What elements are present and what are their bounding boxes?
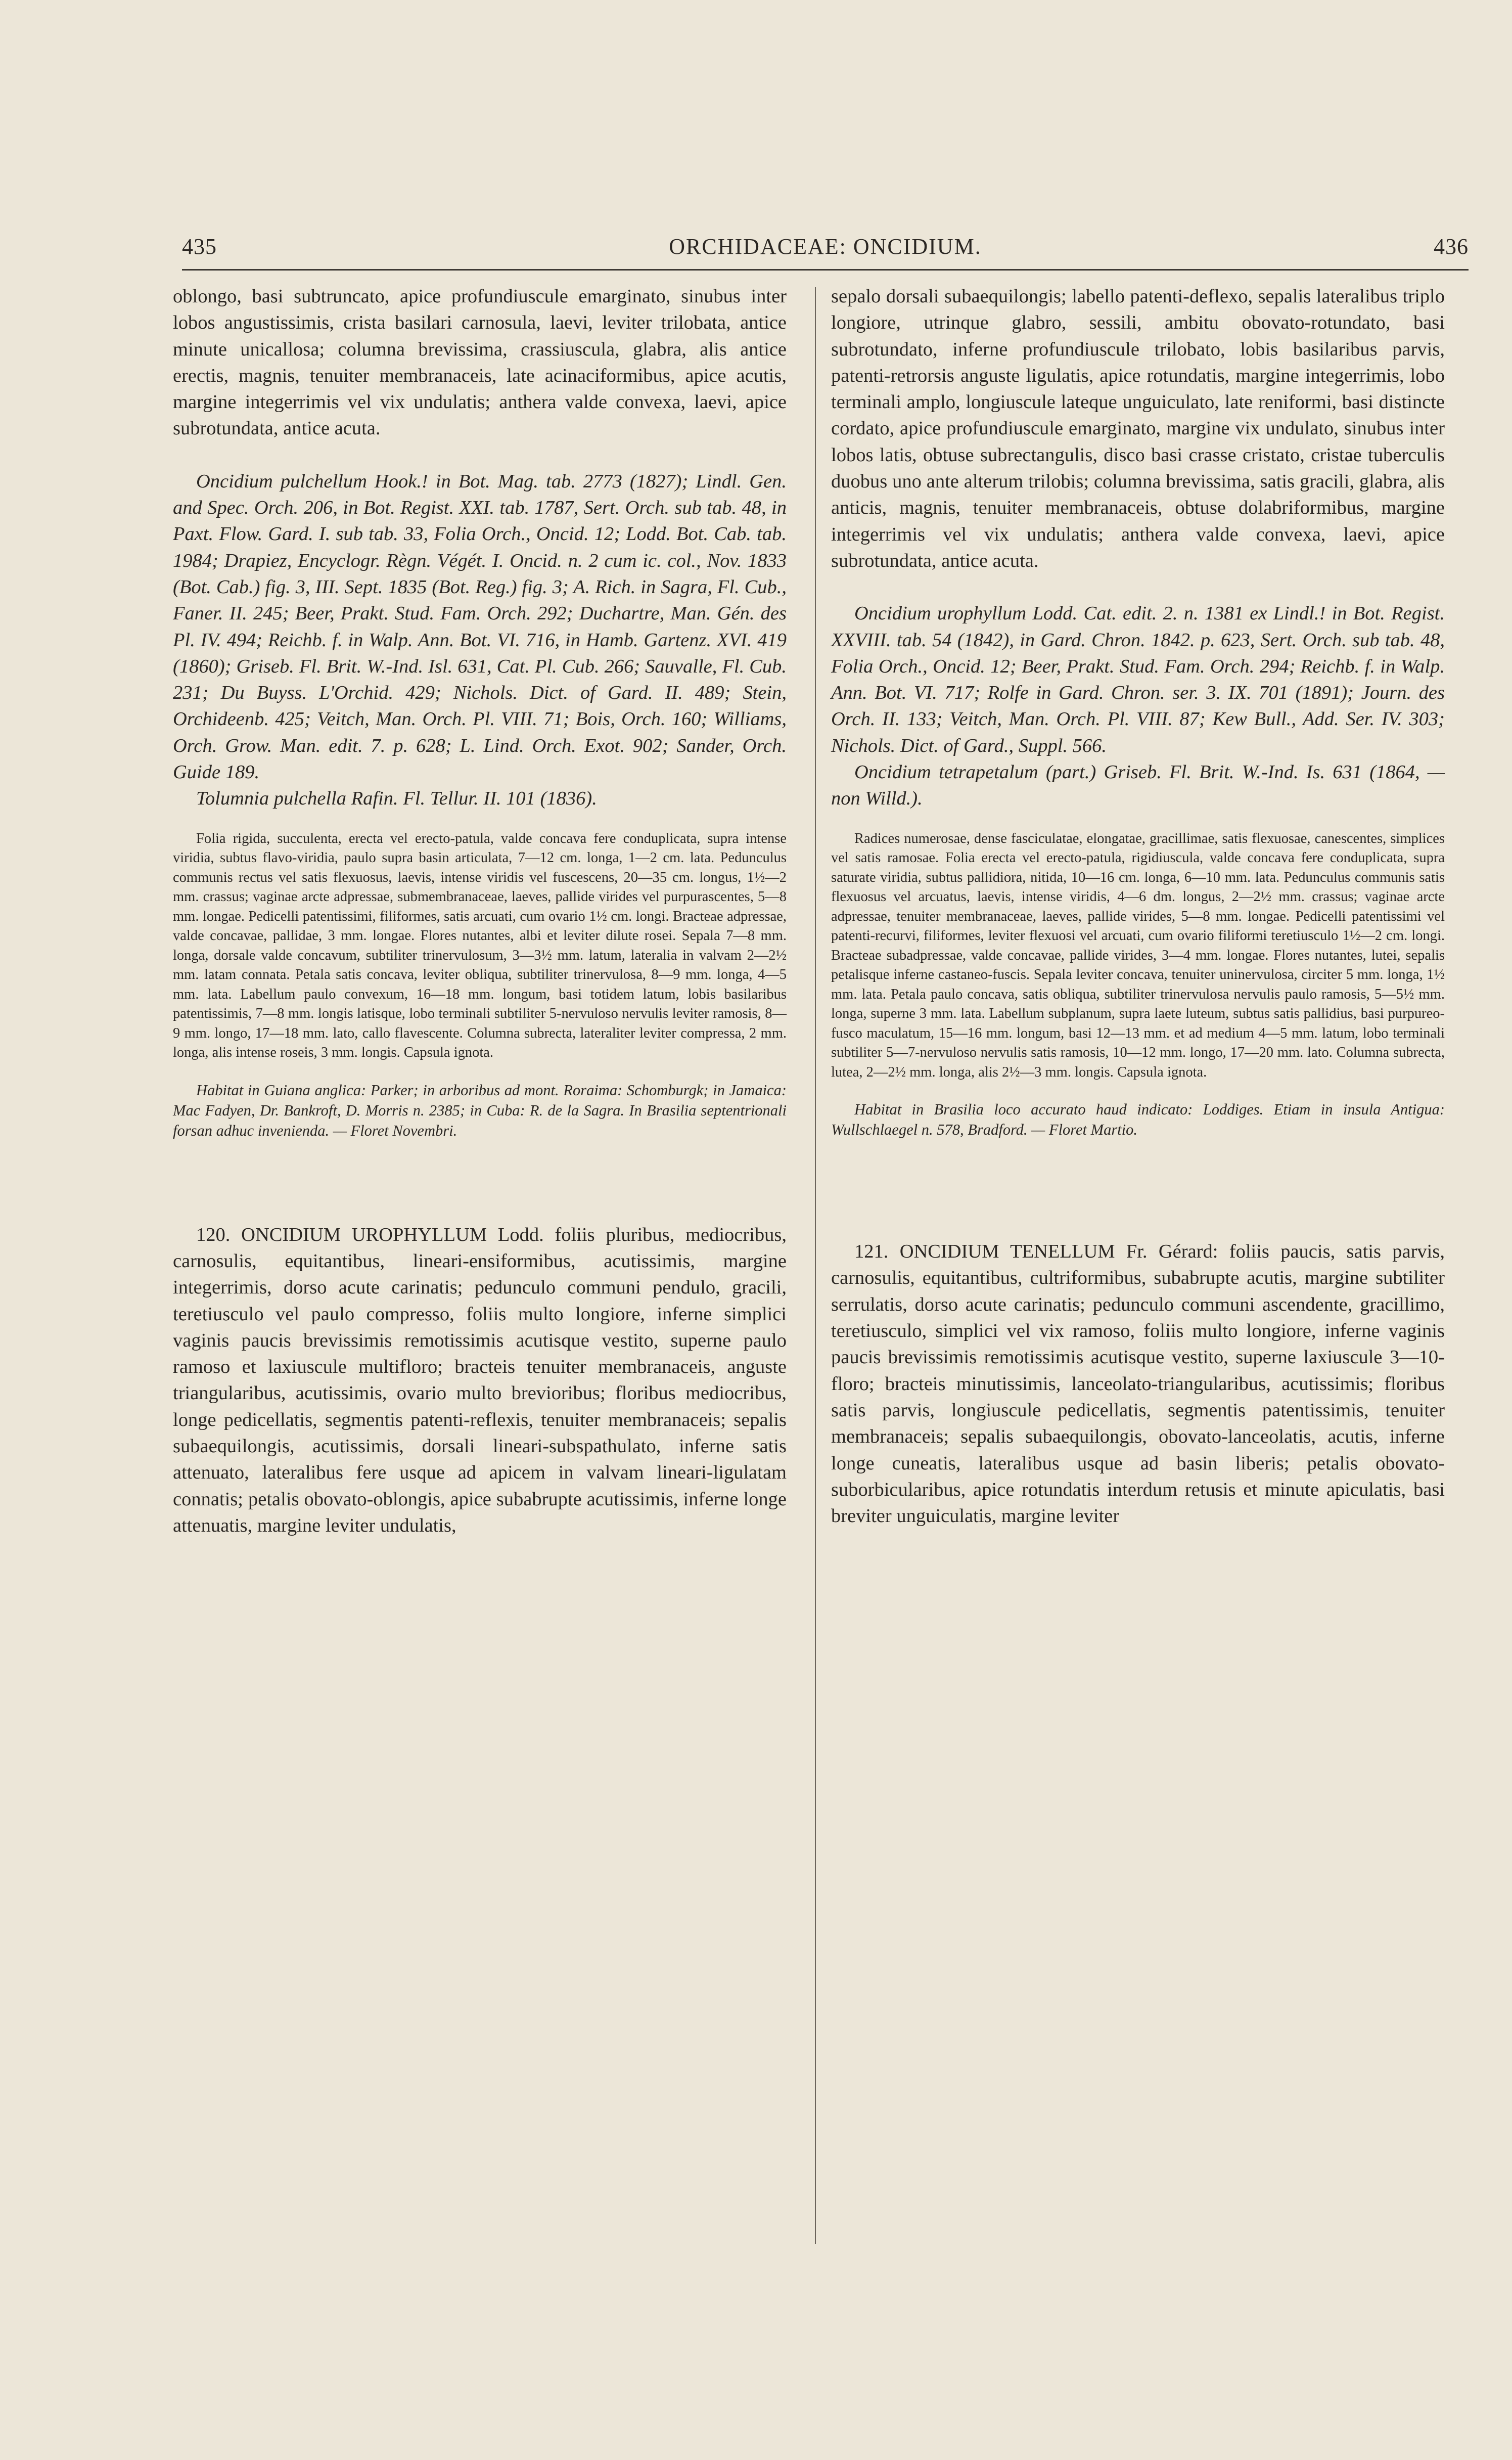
synonym: Tolumnia pulchella Rafin. Fl. Tellur. II. 101 (1836). (196, 788, 597, 810)
species-entry: 120. ONCIDIUM UROPHYLLUM Lodd. foliis pluribus, mediocribus, carnosulis, equitantibus, lineari-ensiformibus, acutissimis, margine integerrimis, dorso acute carinatis; pedunculo communi pendulo, gracili, teretiusculo vel paulo compresso, foliis multo longiore, inferne simplici vaginis paucis brevissimis remotissimis acutisque vestito, superne paulo ramoso et laxiuscule multifloro; bracteis tenuiter membranaceis, anguste triangularibus, acutissimis, ovario multo brevioribus; floribus mediocribus, longe pedicellatis, segmentis patenti-reflexis, tenuiter membranaceis; sepalis subaequilongis, acutissimis, dorsali lineari-subspathulato, inferne satis attenuato, lateralibus fere usque ad apicem in valvam lineari-ligulatam connatis; petalis obovato-oblongis, apice subabrupte acutissimis, inferne longe attenuatis, margine leviter undulatis, (173, 1224, 787, 1536)
habitat: Habitat in Brasilia loco accurato haud indicato: Loddiges. Etiam in insula Antigua: Wullschlaegel n. 578, Bradford. — Floret Martio. (831, 1101, 1445, 1139)
column-divider (815, 287, 816, 2244)
left-column (173, 283, 787, 1539)
right-column (831, 283, 1445, 1529)
page-number-left: 435 (182, 234, 217, 259)
running-header (182, 234, 1469, 274)
synonym: Oncidium tetrapetalum (part.) Griseb. Fl. Brit. W.-Ind. Is. 631 (1864, — non Willd.). (831, 762, 1445, 810)
species-entry: 121. ONCIDIUM TENELLUM Fr. Gérard: foliis paucis, satis parvis, carnosulis, equitantibus, cultriformibus, subabrupte acutis, margine subtiliter serrulatis, dorso acute carinatis; pedunculo communi ascendente, gracillimo, teretiusculo, simplici vel vix ramoso, foliis multo longiore, inferne vaginis paucis brevissimis remotissimis acutisque vestito, superne laxiuscule 3—10-floro; bracteis minutissimis, lanceolato-triangularibus, acutissimis; floribus satis parvis, longiuscule pedicellatis, segmentis patentissimis, tenuiter membranaceis; sepalis subaequilongis, obovato-lanceolatis, acutis, inferne longe cuneatis, lateralibus usque ad basin liberis; petalis obovato-suborbicularibus, apice rotundatis interdum retusis et minute apiculatis, basi breviter unguiculatis, margine leviter (831, 1241, 1445, 1527)
running-title: ORCHIDACEAE: ONCIDIUM. (669, 234, 982, 259)
habitat: Habitat in Guiana anglica: Parker; in arboribus ad mont. Roraima: Schomburgk; in Jamaica: Mac Fadyen, Dr. Bankroft, D. Morris n. 2385; in Cuba: R. de la Sagra. In Brasilia septentrionali forsan adhuc invenienda. — Floret Novembri. (173, 1081, 787, 1139)
description-continued: sepalo dorsali subaequilongis; labello patenti-deflexo, sepalis lateralibus triplo longiore, utrinque glabro, sessili, ambitu obovato-rotundato, basi subrotundato, inferne profundiuscule trilobato, lobis basilaribus parvis, patenti-retrorsis anguste ligulatis, apice rotundatis, margine integerrimis, lobo terminali amplo, longiuscule lateque unguiculato, late reniformi, basi distincte cordato, apice profundiuscule emarginato, margine vix undulato, sinubus inter lobos latis, obtuse subrectangulis, disco basi crasse cristato, cristae tuberculis duobus uno ante alterum trilobis; columna brevissima, satis gracili, glabra, alis anticis, magnis, tenuiter membranaceis, obtuse dolabriformibus, margine integerrimis vel vix undulatis; anthera valde convexa, laevi, apice subrotundata, antice acuta. (831, 286, 1445, 571)
description-continued: oblongo, basi subtruncato, apice profundiuscule emarginato, sinubus inter lobos angustissimis, crista basilari carnosula, laevi, leviter trilobata, antice minute unicallosa; columna brevissima, crassiuscula, glabra, alis antice erectis, magnis, tenuiter membranaceis, late acinaciformibus, apice acutis, margine integerrimis vel vix undulatis; anthera valde convexa, laevi, apice subrotundata, antice acuta. (173, 286, 787, 439)
page-number-right: 436 (1434, 234, 1469, 259)
references: Oncidium pulchellum Hook.! in Bot. Mag. tab. 2773 (1827); Lindl. Gen. and Spec. Orch. 206, in Bot. Regist. XXI. tab. 1787, Sert. Orch. sub tab. 48, in Paxt. Flow. Gard. I. sub tab. 33, Folia Orch., Oncid. 12; Lodd. Bot. Cab. tab. 1984; Drapiez, Encyclogr. Règn. Végét. I. Oncid. n. 2 cum ic. col., Nov. 1833 (Bot. Cab.) fig. 3, III. Sept. 1835 (Bot. Reg.) fig. 3; A. Rich. in Sagra, Fl. Cub., Faner. II. 245; Beer, Prakt. Stud. Fam. Orch. 292; Duchartre, Man. Gén. des Pl. IV. 494; Reichb. f. in Walp. Ann. Bot. VI. 716, in Hamb. Gartenz. XVI. 419 (1860); Griseb. Fl. Brit. W.-Ind. Isl. 631, Cat. Pl. Cub. 266; Sauvalle, Fl. Cub. 231; Du Buyss. L'Orchid. 429; Nichols. Dict. of Gard. II. 489; Stein, Orchideenb. 425; Veitch, Man. Orch. Pl. VIII. 71; Bois, Orch. 160; Williams, Orch. Grow. Man. edit. 7. p. 628; L. Lind. Orch. Exot. 902; Sander, Orch. Guide 189. (173, 470, 787, 783)
header-rule (182, 269, 1469, 271)
references: Oncidium urophyllum Lodd. Cat. edit. 2. n. 1381 ex Lindl.! in Bot. Regist. XXVIII. tab. 54 (1842), in Gard. Chron. 1842. p. 623, Sert. Orch. sub tab. 48, Folia Orch., Oncid. 12; Beer, Prakt. Stud. Fam. Orch. 294; Reichb. f. in Walp. Ann. Bot. VI. 717; Rolfe in Gard. Chron. ser. 3. IX. 701 (1891); Journ. des Orch. II. 133; Veitch, Man. Orch. Pl. VIII. 87; Kew Bull., Add. Ser. IV. 303; Nichols. Dict. of Gard., Suppl. 566. (831, 603, 1445, 756)
detailed-description: Radices numerosae, dense fasciculatae, elongatae, gracillimae, satis flexuosae, canescentes, simplices vel satis ramosae. Folia erecta vel erecto-patula, rigidiuscula, valde concava fere conduplicata, supra saturate viridia, subtus pallidiora, nitida, 10—16 cm. longa, 6—10 mm. lata. Pedunculus communis satis flexuosus vel arcuatus, laevis, intense viridis, 4—6 dm. longus, 2—2½ mm. crassus; vaginae arcte adpressae, tenuiter membranaceae, laeves, pallide virides, 5—8 mm. longae. Pedicelli patentissimi vel patenti-recurvi, filiformes, leviter flexuosi vel arcuati, cum ovario filiformi teretiusculo 1½—2 cm. longi. Bracteae subadpressae, valde concavae, pallide virides, 3—4 mm. longae. Flores nutantes, lutei, sepalis petalisque inferne castaneo-fuscis. Sepala leviter concava, tenuiter uninervulosa, circiter 5 mm. longa, 1½ mm. lata. Petala paulo concava, satis obliqua, subtiliter trinervulosa nervulis paulo ramosis, 5—5½ mm. longa, superne 3 mm. lata. Labellum subplanum, supra laete luteum, subtus satis pallidius, basi purpureo-fusco maculatum, 15—16 mm. longum, basi 12—13 mm. et ad medium 4—5 mm. latum, lobo terminali subtiliter 5—7-nervuloso nervulis satis ramosis, 10—12 mm. longo, 17—20 mm. lato. Columna subrecta, lutea, 2—2½ mm. longa, alis 2½—3 mm. longis. Capsula ignota. (831, 830, 1445, 1080)
detailed-description: Folia rigida, succulenta, erecta vel erecto-patula, valde concava fere conduplicata, supra intense viridia, subtus flavo-viridia, paulo supra basin articulata, 7—12 cm. longa, 1—2 cm. lata. Pedunculus communis rectus vel satis flexuosus, laevis, intense viridis vel fuscescens, 20—35 cm. longus, 1½—2 mm. crassus; vaginae arcte adpressae, submembranaceae, laeves, pallide virides vel purpurascentes, 5—8 mm. longae. Pedicelli patentissimi, filiformes, satis arcuati, cum ovario 1½ cm. longi. Bracteae adpressae, valde concavae, pallidae, 3 mm. longae. Flores nutantes, albi et leviter dilute rosei. Sepala 7—8 mm. longa, dorsale valde concavum, subtiliter trinervulosum, 3—3½ mm. latum, lateralia in valvam 2—2½ mm. latam connata. Petala satis concava, leviter obliqua, subtiliter trinervulosa, 8—9 mm. longa, 4—5 mm. lata. Labellum paulo convexum, 16—18 mm. longum, basi totidem latum, lobis basilaribus patentissimis, 7—8 mm. longis latisque, lobo terminali subtiliter 5-nervuloso nervulis leviter ramosis, 8—9 mm. longo, 17—18 mm. lato, callo flavescente. Columna subrecta, lateraliter leviter compressa, 2 mm. longa, alis intense roseis, 3 mm. longis. Capsula ignota. (173, 830, 787, 1061)
